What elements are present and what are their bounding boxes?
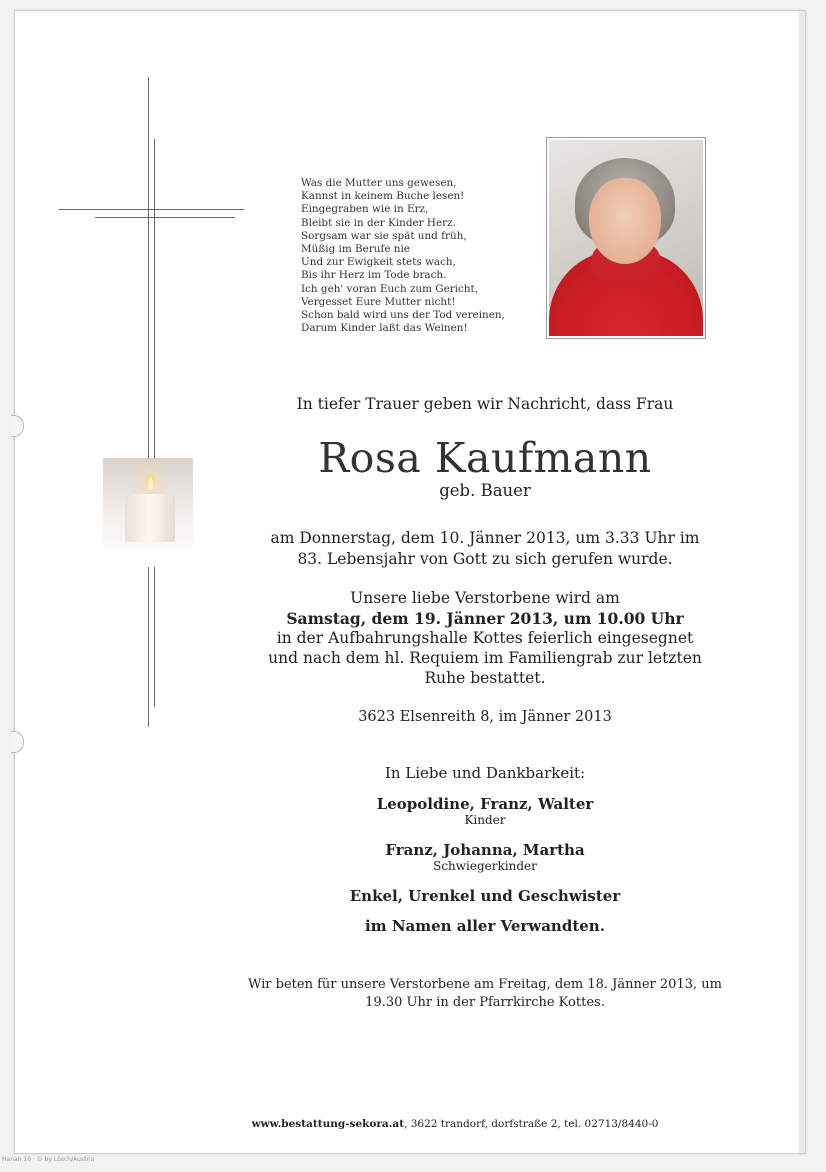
announcement-intro: In tiefer Trauer geben wir Nachricht, dass Frau <box>296 395 674 413</box>
all-relatives: im Namen aller Verwandten. <box>365 917 605 935</box>
obituary-sheet <box>14 10 806 1154</box>
candle-flame-icon <box>147 474 154 490</box>
poem-line: Eingegraben wie in Erz, <box>301 203 429 216</box>
funeral-details-line: Ruhe bestattet. <box>424 669 546 687</box>
poem-line: Sorgsam war sie spät und früh, <box>301 229 467 242</box>
funeral-details-line: und nach dem hl. Requiem im Familiengrab zur letzten <box>268 649 702 667</box>
portrait-photo <box>546 137 706 339</box>
prayer-line: 19.30 Uhr in der Pfarrkirche Kottes. <box>365 995 605 1010</box>
place-and-date: 3623 Elsenreith 8, im Jänner 2013 <box>358 709 612 725</box>
death-details-line: 83. Lebensjahr von Gott zu sich gerufen wurde. <box>297 550 673 568</box>
maiden-name: geb. Bauer <box>439 481 531 500</box>
page-edge <box>799 11 805 1153</box>
poem-line: Bis ihr Herz im Tode brach. <box>301 269 447 282</box>
death-details-line: am Donnerstag, dem 10. Jänner 2013, um 3.33 Uhr im <box>270 529 700 547</box>
funeral-details-line: in der Aufbahrungshalle Kottes feierlich eingesegnet <box>276 629 694 647</box>
candle-body <box>125 494 175 542</box>
poem-line: Kannst in keinem Buche lesen! <box>301 190 465 203</box>
children-role: Kinder <box>464 813 506 827</box>
punch-hole-bottom <box>11 731 24 753</box>
funeral-home-address: , 3622 trandorf, dorfstraße 2, tel. 02713/8440-0 <box>404 1118 659 1130</box>
poem-line: Und zur Ewigkeit stets wach, <box>301 256 456 269</box>
in-law-role: Schwiegerkinder <box>433 859 537 873</box>
poem-line: Schon bald wird uns der Tod vereinen, <box>301 309 505 322</box>
funeral-home-footer <box>215 1118 695 1130</box>
children-names: Leopoldine, Franz, Walter <box>376 795 594 813</box>
poem-line: Vergesset Eure Mutter nicht! <box>301 295 456 308</box>
poem-line: Ich geh' voran Euch zum Gericht, <box>301 282 478 295</box>
funeral-details-line: Unsere liebe Verstorbene wird am <box>350 589 620 607</box>
poem-line: Müßig im Berufe nie <box>301 243 410 256</box>
funeral-home-website[interactable]: www.bestattung-sekora.at <box>251 1118 405 1130</box>
poem-line: Darum Kinder laßt das Weinen! <box>301 322 468 335</box>
corner-note: Hanan 10 · © by Lösch/Austria <box>2 1156 95 1163</box>
prayer-line: Wir beten für unsere Verstorbene am Freitag, dem 18. Jänner 2013, um <box>248 977 722 992</box>
poem-line: Bleibt sie in der Kinder Herz. <box>301 216 456 229</box>
in-law-names: Franz, Johanna, Martha <box>385 841 585 859</box>
grandchildren-siblings: Enkel, Urenkel und Geschwister <box>349 887 621 905</box>
deceased-name: Rosa Kaufmann <box>318 434 652 482</box>
funeral-date: Samstag, dem 19. Jänner 2013, um 10.00 Uhr <box>286 609 684 628</box>
memorial-poem <box>301 177 541 335</box>
poem-line: Was die Mutter uns gewesen, <box>301 177 457 189</box>
candle-image <box>103 458 193 548</box>
punch-hole-top <box>11 415 24 437</box>
mourners-heading: In Liebe und Dankbarkeit: <box>384 764 586 782</box>
